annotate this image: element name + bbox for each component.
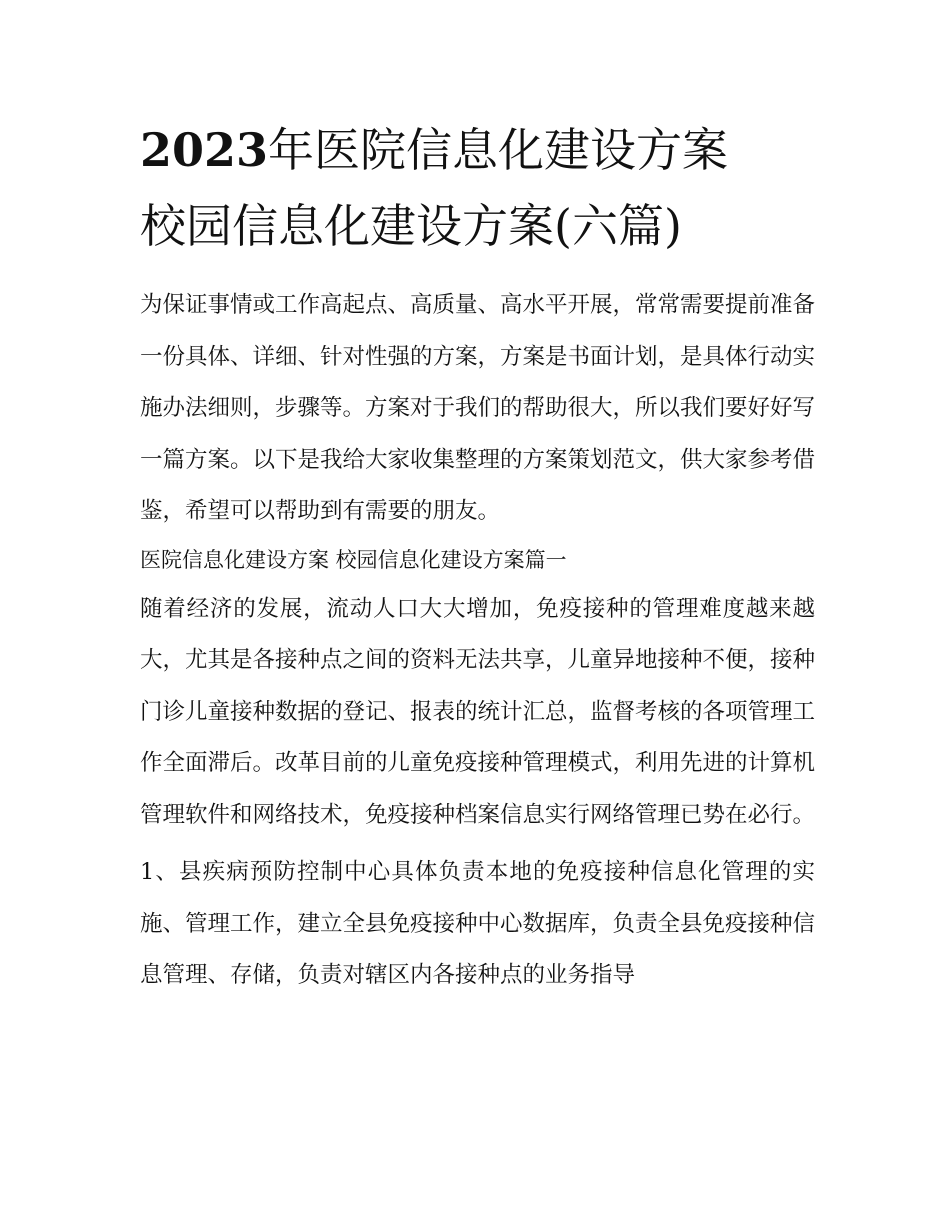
- title-text: 年医院信息化建设方案: [268, 123, 729, 177]
- section-heading: 医院信息化建设方案 校园信息化建设方案篇一: [140, 547, 567, 572]
- title-year: 2023: [140, 123, 269, 177]
- document-subtitle: 校园信息化建设方案(六篇): [140, 199, 682, 253]
- document-page: [140, 118, 815, 1002]
- document-title: [140, 118, 815, 182]
- intro-paragraph: 为保证事情或工作高起点、高质量、高水平开展，常常需要提前准备一份具体、详细、针对性强的方案，方案是书面计划，是具体行动实施办法细则，步骤等。方案对于我们的帮助很大，所以我们要好好写一篇方案。以下是我给大家收集整理的方案策划范文，供大家参考借鉴，希望可以帮助到有需要的朋友。: [140, 292, 816, 524]
- body-paragraph-1: 随着经济的发展，流动人口大大增加，免疫接种的管理难度越来越大，尤其是各接种点之间的资料无法共享，儿童异地接种不便，接种门诊儿童接种数据的登记、报表的统计汇总，监督考核的各项管理工作全面滞后。改革目前的儿童免疫接种管理模式，利用先进的计算机管理软件和网络技术，免疫接种档案信息实行网络管理已势在必行。: [140, 595, 816, 828]
- body-paragraph-2: 1、县疾病预防控制中心具体负责本地的免疫接种信息化管理的实施、管理工作，建立全县免疫接种中心数据库，负责全县免疫接种信息管理、存储，负责对辖区内各接种点的业务指导: [140, 859, 816, 988]
